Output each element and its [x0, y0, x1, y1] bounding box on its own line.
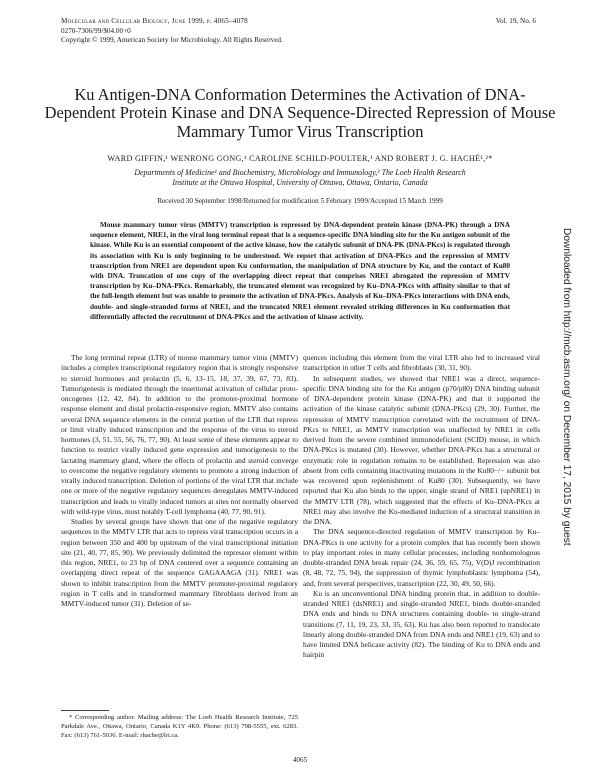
issn-line: 0270-7306/99/$04.00+0 [61, 26, 131, 35]
body-paragraph: In subsequent studies, we showed that NRE1 was a direct, sequence-specific DNA binding site for the Ku antigen (p70/p80) DNA binding subunit of DNA-dependent protein kinase (DNA-PK) and that it supported the activation of the kinase catalytic subunit (DNA-PKcs) (29, 30). Further, the repression of MMTV transcription correlated with the recruitment of DNA-PKcs to NRE1, as MMTV transcription was unaffected by NRE1 in cells derived from the severe combined immunodeficient (SCID) mouse, in which DNA-PKcs is mutated (30). However, whether DNA-PKcs has a structural or enzymatic role in regulation remains to be established. Repression was also absent from cells containing inactivating mutations in the Ku80−/− subunit but was recovered upon replenishment of Ku80 (30). Subsequently, we have reported that Ku also binds to the upper, single strand of NRE1 (upNRE1) in the MMTV LTR (78), which suggested that the effects of Ku–DNA-PKcs at NRE1 may also involve the Ku-mediated induction of a structural transition in the DNA. [303, 373, 540, 526]
download-watermark-text: Downloaded from http://mcb.asm.org/ on December 17, 2015 by guest [561, 228, 572, 546]
affiliation-line-1: Departments of Medicine¹ and Biochemistry, Microbiology and Immunology,² The Loeb Health Research [134, 168, 466, 177]
body-paragraph: Ku is an unconventional DNA binding protein that, in addition to double-stranded NRE1 (dsNRE1) and single-stranded NRE1, binds double-stranded DNA ends and binds to DNA structures containing double- to single-strand transitions (7, 11, 19, 23, 33, 35, 63). Ku has also been reported to translocate linearly along double-stranded DNA from DNA ends and NRE1 (19, 63) and to have limited DNA helicase activity (82). The binding of Ku to DNA ends and hairpin [303, 588, 540, 660]
body-paragraph: quences including this element from the viral LTR also led to increased viral transcription in other T cells and fibroblasts (30, 31, 90). [303, 353, 540, 373]
article-title: Ku Antigen-DNA Conformation Determines the Activation of DNA-Dependent Protein Kinase and DNA Sequence-Directed Repression of Mouse Mammary Tumor Virus Transcription [44, 85, 556, 141]
affiliation-line-2: Institute at the Ottawa Hospital, University of Ottawa, Ottawa, Ontario, Canada [172, 178, 428, 188]
body-paragraph: The DNA sequence-directed regulation of MMTV transcription by Ku–DNA-PKcs is one activity for a protein complex that has recently been shown to play important roles in many cellular processes, including nonhomologous double-stranded DNA break repair (24, 36, 59, 65, 75), V(D)J recombination (8, 48, 72, 75, 94), the suppression of thymic lymphoblastic lymphoma (54), and, from several perspectives, transcription (22, 30, 49, 50, 66). [303, 527, 540, 588]
received-dates: Received 30 September 1998/Returned for modification 5 February 1999/Accepted 15 March 1999 [157, 197, 443, 205]
journal-citation: Molecular and Cellular Biology, June 1999, p. 4065–4078 [61, 17, 248, 25]
body-column-left [61, 353, 298, 609]
copyright-line: Copyright © 1999, American Society for Microbiology. All Rights Reserved. [61, 36, 283, 45]
author-list: WARD GIFFIN,¹ WENRONG GONG,¹ CAROLINE SCHILD-POULTER,¹ AND ROBERT J. G. HACHÉ¹,²* [107, 154, 493, 163]
download-watermark [560, 228, 574, 558]
body-paragraph: The long terminal repeat (LTR) of mouse mammary tumor virus (MMTV) includes a complex transcriptional regulatory region that is strongly responsive to steroid hormones and prolactin (5, 6, 13–15, 18, 37, 39, 67, 73, 83). Tumorigenesis is mediated through the insertional activation of cellular proto-oncogenes (12, 42, 84). In addition to the promoter-proximal hormone response element and distal prolactin-responsive region, MMTV also contains several DNA sequence elements in the central portion of the LTR that repress or limit virally induced transcription and the response of the virus to steroid hormones (3, 51, 55, 56, 76, 77, 90). At least some of these elements appear to function to restrict virally induced gene expression and tumorigenesis to the lactating mammary gland, where the effects of prolactin and steroid converge to overcome the negative regulatory elements to promote a strong induction of virally induced transcription. Deletion of portions of the viral LTR that include one or more of the negative regulatory sequences deregulates MMTV-induced transcription and leads to virally induced tumors at sites not normally observed with wild-type virus, most notably T-cell lymphoma (40, 77, 90, 91). [61, 353, 298, 516]
affiliations [40, 168, 560, 189]
page-number: 4065 [292, 756, 308, 764]
volume-issue: Vol. 19, No. 6 [495, 17, 536, 25]
footnote-divider [61, 710, 109, 711]
body-column-right [303, 353, 540, 661]
body-paragraph: Studies by several groups have shown that one of the negative regulatory sequences in the MMTV LTR that acts to repress viral transcription occurs in a region between 350 and 400 bp upstream of the viral transcriptional initiation site (21, 40, 77, 85, 90). We previously delimited the repressor element within this region, NRE1, to 23 bp of DNA centered over a sequence containing an overlapping direct repeat of the sequence GAGAAAGA (31). NRE1 was shown to inhibit transcription from the MMTV promoter-proximal regulatory region in T cells and in transformed mammary fibroblasts derived from an MMTV-induced tumor (31). Deletion of se- [61, 517, 298, 608]
corresponding-author-footnote: * Corresponding author. Mailing address: The Loeb Health Research Institute, 725 Parkdale Ave., Ottawa, Ontario, Canada K1Y 4K9. Phone: (613) 798-5555, ext. 6283. Fax: (613) 761-5036. E-mail: rhache@lri.ca. [61, 714, 298, 739]
abstract: Mouse mammary tumor virus (MMTV) transcription is repressed by DNA-dependent protein kinase (DNA-PK) through a DNA sequence element, NRE1, in the viral long terminal repeat that is a sequence-specific DNA binding site for the Ku antigen subunit of the kinase. While Ku is an essential component of the active kinase, how the catalytic subunit of DNA-PK (DNA-PKcs) is regulated through its association with Ku is only beginning to be understood. We report that activation of DNA-PKcs and the repression of MMTV transcription from NRE1 are dependent upon Ku conformation, the manipulation of DNA structure by Ku, and the contact of Ku80 with DNA. Truncation of one copy of the overlapping direct repeat that comprises NRE1 abrogated the repression of MMTV transcription by Ku–DNA-PKcs. Remarkably, the truncated element was recognized by Ku–DNA-PKcs with affinity similar to that of the full-length element but was unable to promote the activation of DNA-PKcs. Analysis of Ku–DNA-PKcs interactions with DNA ends, double- and single-stranded forms of NRE1, and the truncated NRE1 element revealed striking differences in Ku conformation that differentially affected the recruitment of DNA-PKcs and the activation of kinase activity. [90, 221, 510, 321]
running-header [61, 17, 283, 46]
